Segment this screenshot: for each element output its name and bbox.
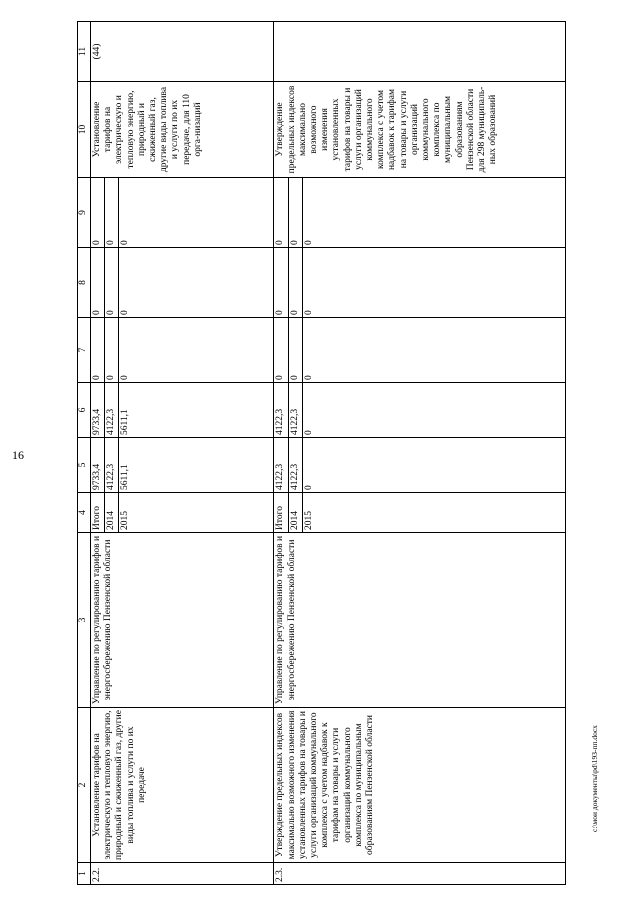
table-row	[91, 22, 105, 885]
value-regional: 4122,3	[274, 383, 288, 438]
value-c7: 0	[105, 318, 119, 383]
period: 2015	[302, 493, 565, 533]
row-number: 2.2.	[91, 863, 274, 885]
value-c7: 0	[288, 318, 302, 383]
note: (44)	[91, 22, 274, 82]
value-c9: 0	[105, 178, 119, 248]
col-header-5: 5	[78, 438, 91, 493]
period: 2014	[288, 493, 302, 533]
period: 2014	[105, 493, 119, 533]
value-regional: 0	[302, 383, 565, 438]
value-c7: 0	[91, 318, 105, 383]
col-header-6: 6	[78, 383, 91, 438]
table-row	[274, 22, 288, 885]
period: Итого	[91, 493, 105, 533]
row-number: 2.3.	[274, 863, 566, 885]
value-total: 4122,3	[274, 438, 288, 493]
executor: Управление по регулированию тарифов и энергосбережению Пензенской области	[274, 533, 566, 708]
col-header-11: 11	[78, 22, 91, 82]
note	[274, 22, 566, 82]
col-header-3: 3	[78, 533, 91, 708]
period: 2015	[119, 493, 274, 533]
value-regional: 5611,1	[119, 383, 274, 438]
value-total: 4122,3	[105, 438, 119, 493]
col-header-10: 10	[78, 82, 91, 178]
executor: Управление по регулированию тарифов и энергосбережению Пензенской области	[91, 533, 274, 708]
value-c9: 0	[91, 178, 105, 248]
col-header-8: 8	[78, 248, 91, 318]
value-regional: 9733,4	[91, 383, 105, 438]
value-regional: 4122,3	[288, 383, 302, 438]
value-c9: 0	[288, 178, 302, 248]
value-total: 5611,1	[119, 438, 274, 493]
value-c8: 0	[91, 248, 105, 318]
col-header-4: 4	[78, 493, 91, 533]
col-header-7: 7	[78, 318, 91, 383]
indicator: Установление тарифов на электрическую и тепловую энергию, природный и сжиженный газ, другие виды топлива и услуги по их передаче, для 110 орга-низаций	[91, 82, 274, 178]
page-number: 16	[12, 448, 24, 462]
indicator: Утверждение предельных индексов максимально возможного изменения установленных тарифов на товары и услуги организаций коммунального комплекса с учетом надбавок к тарифам на товары и услуги организаций коммунального комплекса по муниципальным образованиям Пензенской области для 298 муниципаль-ных образований	[274, 82, 566, 178]
value-c9: 0	[274, 178, 288, 248]
col-header-1: 1	[78, 863, 91, 885]
measure-name: Установление тарифов на электрическую и тепловую энергию, природный и сжиженный газ, другие виды топлива и услуги по их передаче	[91, 708, 274, 863]
value-c9: 0	[119, 178, 274, 248]
footer-file-path: c:\мои документы\pd\193-пп.docx	[590, 725, 599, 832]
value-total: 0	[302, 438, 565, 493]
period: Итого	[274, 493, 288, 533]
value-regional: 4122,3	[105, 383, 119, 438]
value-c7: 0	[302, 318, 565, 383]
col-header-9: 9	[78, 178, 91, 248]
value-total: 9733,4	[91, 438, 105, 493]
value-c8: 0	[119, 248, 274, 318]
value-total: 4122,3	[288, 438, 302, 493]
program-table	[77, 21, 566, 885]
rotated-table-container	[77, 22, 566, 885]
value-c8: 0	[288, 248, 302, 318]
value-c9: 0	[302, 178, 565, 248]
value-c7: 0	[119, 318, 274, 383]
measure-name: Утверждение предельных индексов максимально возможного изменения установленных тарифов на товары и услуги организаций коммунального комплекса с учетом надбавок к тарифам на товары и услуги организаций коммунального комплекса по муниципальным образованиям Пензенской области	[274, 708, 566, 863]
value-c8: 0	[274, 248, 288, 318]
value-c8: 0	[105, 248, 119, 318]
header-row	[78, 22, 91, 885]
col-header-2: 2	[78, 708, 91, 863]
value-c8: 0	[302, 248, 565, 318]
value-c7: 0	[274, 318, 288, 383]
